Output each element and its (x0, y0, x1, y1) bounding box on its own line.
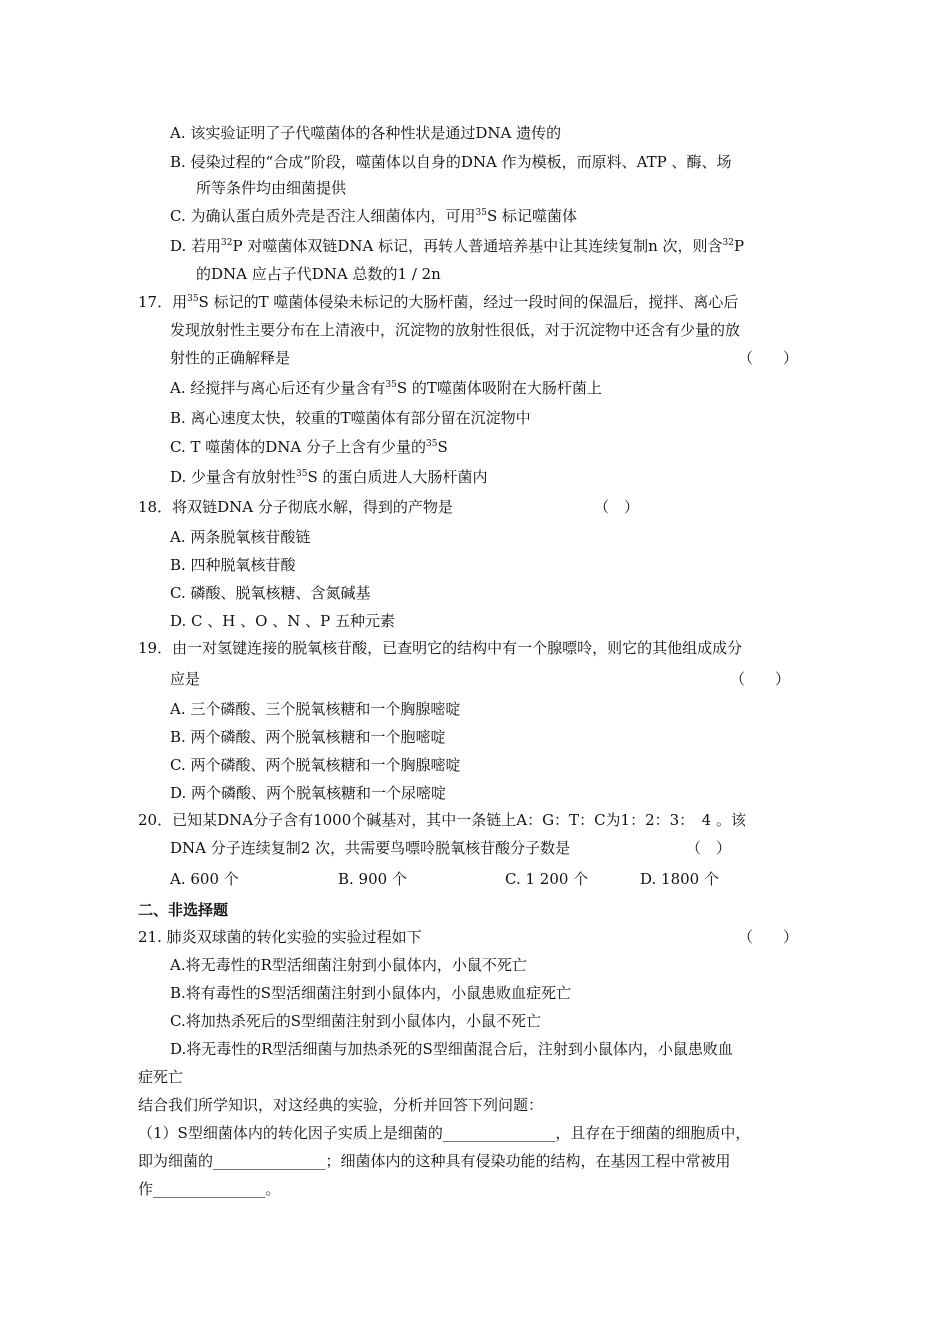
q20-answer-paren: （ ） (686, 839, 732, 857)
q20-option-c: C. 1 200 个 (505, 870, 589, 888)
q17-option-b: B. 离心速度太快，较重的T噬菌体有部分留在沉淀物中 (170, 409, 531, 427)
q21-stem: 21. 肺炎双球菌的转化实验的实验过程如下 (138, 928, 422, 946)
q21-step-d-line1: D.将无毒性的R型活细菌与加热杀死的S型细菌混合后，注射到小鼠体内，小鼠患败血 (170, 1040, 733, 1058)
q20-option-a: A. 600 个 (170, 870, 239, 888)
q16-option-d-line1: D. 若用$^{32}$P 对噬菌体双链DNA 标记，再转人普通培养基中让其连续复制n 次，则含$^{32}$P (170, 237, 745, 255)
q17-stem-line1: 17．用$^{35}$S 标记的T 噬菌体侵染未标记的大肠杆菌，经过一段时间的保温后，搅拌、离心后 (138, 293, 739, 311)
q17-stem-line2: 发现放射性主要分布在上清液中，沉淀物的放射性很低，对于沉淀物中还含有少量的放 (170, 321, 741, 339)
q18-option-c: C. 磷酸、脱氧核糖、含氮碱基 (170, 584, 371, 602)
q21-step-a: A.将无毒性的R型活细菌注射到小鼠体内，小鼠不死亡 (170, 956, 527, 974)
q16-option-c: C. 为确认蛋白质外壳是否注人细菌体内，可用$^{35}$S 标记噬菌体 (170, 207, 577, 225)
q21-answer-paren: （ ） (738, 928, 799, 946)
q19-option-b: B. 两个磷酸、两个脱氧核糖和一个胞嘧啶 (170, 728, 446, 746)
q21-sub1-line2: 即为细菌的_______________；细菌体内的这种具有侵染功能的结构，在基因工程中常被用 (138, 1152, 731, 1170)
q19-option-c: C. 两个磷酸、两个脱氧核糖和一个胸腺嘧啶 (170, 756, 461, 774)
q20-option-d: D. 1800 个 (640, 870, 719, 888)
q17-option-c: C. T 噬菌体的DNA 分子上含有少量的$^{35}$S (170, 438, 448, 456)
q20-stem-line2: DNA 分子连续复制2 次，共需要鸟嘌呤脱氧核苷酸分子数是 (170, 839, 571, 857)
q21-sub1-line1: （1）S型细菌体内的转化因子实质上是细菌的_______________，且存在于细菌的细胞质中， (138, 1124, 751, 1142)
q18-option-a: A. 两条脱氧核苷酸链 (170, 528, 311, 546)
q18-option-d: D. C 、H 、O 、N 、P 五种元素 (170, 612, 395, 630)
q16-option-d-line2: 的DNA 应占子代DNA 总数的1 / 2n (196, 265, 441, 283)
q21-intro: 结合我们所学知识，对这经典的实验，分析并回答下列问题： (138, 1096, 544, 1114)
q19-option-d: D. 两个磷酸、两个脱氧核糖和一个尿嘧啶 (170, 784, 447, 802)
q19-stem-line1: 19．由一对氢键连接的脱氧核苷酸，已查明它的结构中有一个腺嘌呤，则它的其他组成成分 (138, 639, 743, 657)
q18-answer-paren: （ ） (594, 498, 640, 516)
q21-sub1-line3: 作_______________。 (138, 1180, 281, 1198)
q19-answer-paren: （ ） (730, 670, 791, 688)
q17-answer-paren: （ ） (738, 349, 799, 367)
q17-option-a: A. 经搅拌与离心后还有少量含有$^{35}$S 的T噬菌体吸附在大肠杆菌上 (170, 379, 602, 397)
q20-stem-line1: 20．已知某DNA分子含有1000个碱基对，其中一条链上A：G：T：C为1：2：3： 4 。该 (138, 811, 746, 829)
q16-option-b-line2: 所等条件均由细菌提供 (196, 179, 347, 197)
q17-stem-line3: 射性的正确解释是 (170, 349, 291, 367)
q16-option-a: A. 该实验证明了子代噬菌体的各种性状是通过DNA 遗传的 (170, 124, 562, 142)
q18-stem: 18．将双链DNA 分子彻底水解，得到的产物是 (138, 498, 453, 516)
q19-stem-line2: 应是 (170, 670, 201, 688)
q18-option-b: B. 四种脱氧核苷酸 (170, 556, 296, 574)
q16-option-b-line1: B. 侵染过程的“合成”阶段，噬菌体以自身的DNA 作为模板，而原料、ATP 、酶、场 (170, 153, 732, 171)
q20-option-b: B. 900 个 (338, 870, 407, 888)
q21-step-d-line2: 症死亡 (138, 1068, 184, 1086)
q21-step-b: B.将有毒性的S型活细菌注射到小鼠体内，小鼠患败血症死亡 (170, 984, 572, 1002)
q17-option-d: D. 少量含有放射性$^{35}$S 的蛋白质进人大肠杆菌内 (170, 468, 488, 486)
q19-option-a: A. 三个磷酸、三个脱氧核糖和一个胸腺嘧啶 (170, 700, 461, 718)
q21-step-c: C.将加热杀死后的S型细菌注射到小鼠体内，小鼠不死亡 (170, 1012, 541, 1030)
section-title-non-choice: 二、非选择题 (138, 901, 229, 919)
